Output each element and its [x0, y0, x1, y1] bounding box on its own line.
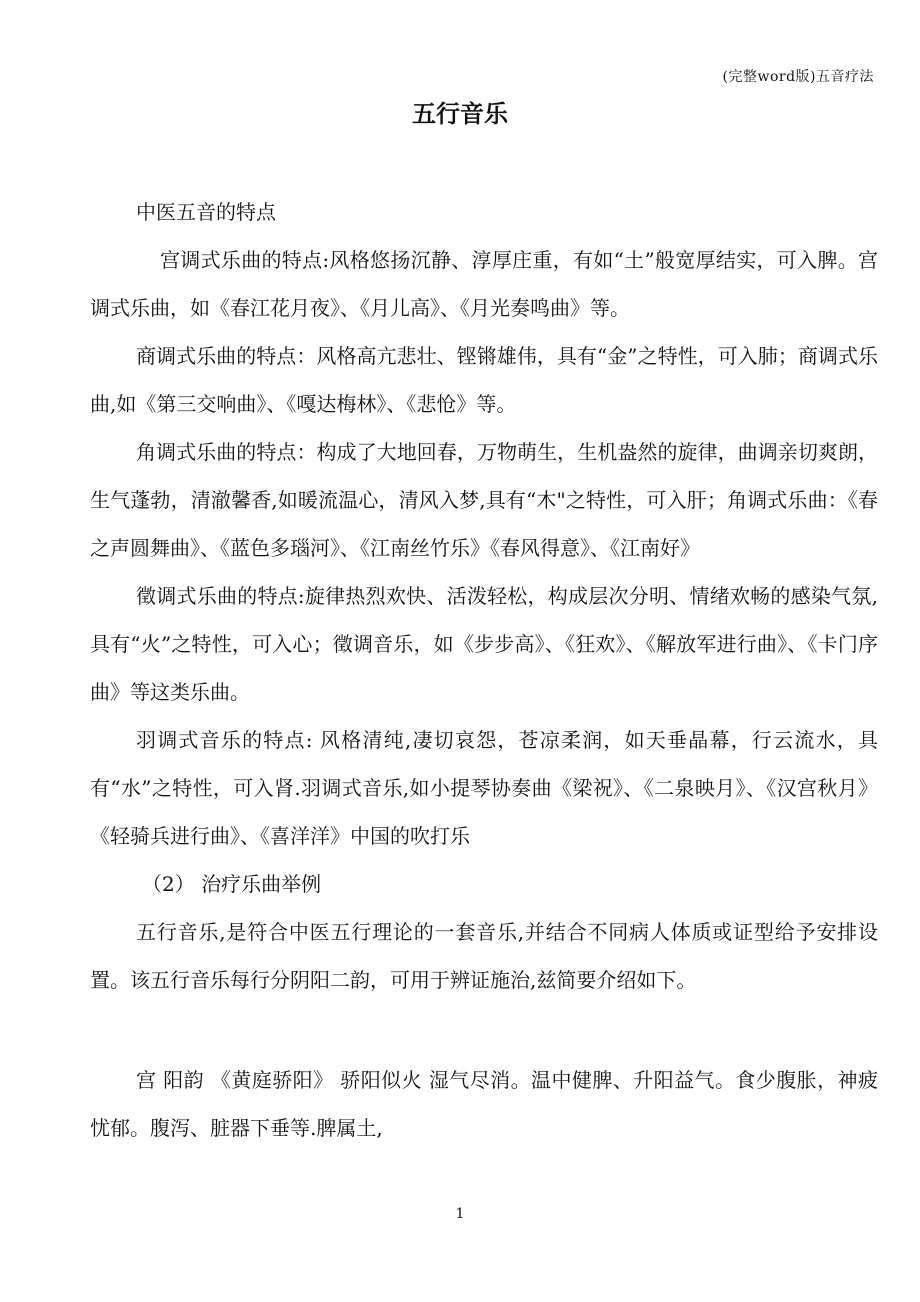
paragraph-intro: 五行音乐,是符合中医五行理论的一套音乐,并结合不同病人体质或证型给予安排设置。该五行音乐每行分阴阳二韵，可用于辨证施治,兹简要介绍如下。 — [90, 920, 878, 992]
blank-line — [90, 1004, 878, 1056]
page-number: 1 — [455, 1206, 465, 1222]
page-header: (完整word版)五音疗法 — [722, 69, 874, 85]
paragraph-gong: 宫调式乐曲的特点:风格悠扬沉静、淳厚庄重，有如“土”般宽厚结实，可入脾。宫调式乐曲，如《春江花月夜》、《月儿高》、《月光奏鸣曲》等。 — [90, 248, 878, 320]
document-body — [90, 188, 878, 1152]
paragraph-shang: 商调式乐曲的特点：风格高亢悲壮、铿锵雄伟，具有“金”之特性，可入肺；商调式乐曲,如《第三交响曲》、《嘎达梅林》、《悲怆》等。 — [90, 344, 878, 416]
paragraph-yu: 羽调式音乐的特点: 风格清纯,凄切哀怨，苍凉柔润，如天垂晶幕，行云流水，具有“水”之特性，可入肾.羽调式音乐,如小提琴协奏曲《梁祝》、《二泉映月》、《汉宫秋月》《轻骑兵进行曲》、《喜洋洋》中国的吹打乐 — [90, 728, 878, 848]
paragraph-zhi: 徵调式乐曲的特点:旋律热烈欢快、活泼轻松，构成层次分明、情绪欢畅的感染气氛,具有“火”之特性，可入心；徵调音乐，如《步步高》、《狂欢》、《解放军进行曲》、《卡门序曲》等这类乐曲。 — [90, 584, 878, 704]
section-heading: 中医五音的特点 — [136, 200, 276, 224]
subsection-heading: （2） 治疗乐曲举例 — [142, 872, 322, 896]
document-title: 五行音乐 — [412, 100, 508, 128]
paragraph-jue: 角调式乐曲的特点：构成了大地回春，万物萌生，生机盎然的旋律，曲调亲切爽朗，生气蓬勃，清澈馨香,如暖流温心，清风入梦,具有“木"之特性，可入肝；角调式乐曲：《春之声圆舞曲》、《蓝色多瑙河》、《江南丝竹乐》《春风得意》、《江南好》 — [90, 440, 878, 560]
paragraph-gong-yang: 宫 阳韵 《黄庭骄阳》 骄阳似火 湿气尽消。温中健脾、升阳益气。食少腹胀，神疲忧郁。腹泻、脏器下垂等.脾属土, — [90, 1068, 878, 1140]
